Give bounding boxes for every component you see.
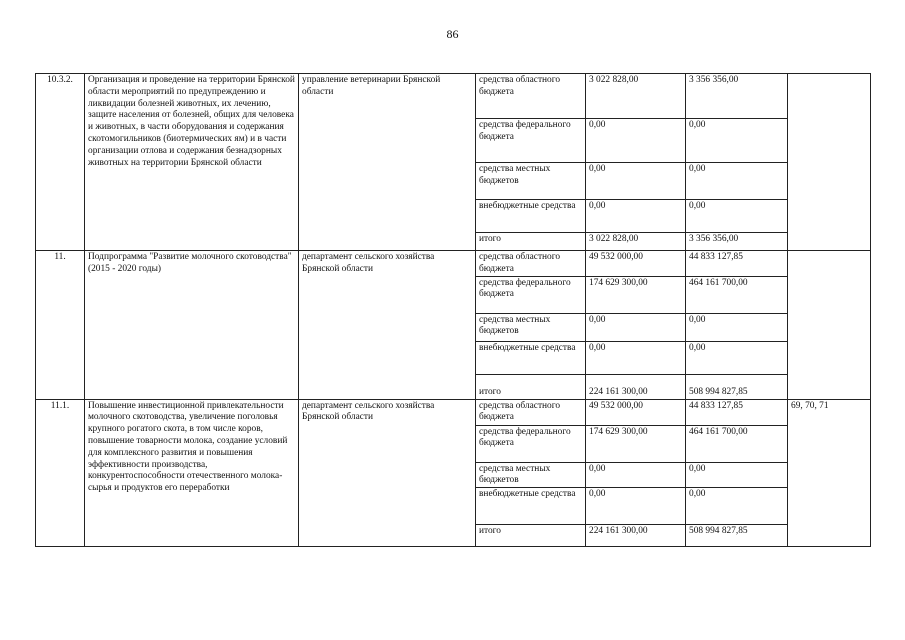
executor: департамент сельского хозяйства Брянской области xyxy=(299,399,476,547)
funding-source: внебюджетные средства xyxy=(476,341,586,374)
amount-1: 0,00 xyxy=(586,462,686,488)
amount-1: 3 022 828,00 xyxy=(586,74,686,119)
row-number: 11.1. xyxy=(36,399,85,547)
table-row xyxy=(36,74,871,119)
amount-1: 3 022 828,00 xyxy=(586,233,686,251)
amount-1: 224 161 300,00 xyxy=(586,525,686,547)
amount-2: 0,00 xyxy=(686,200,788,233)
funding-source: средства областного бюджета xyxy=(476,399,586,425)
funding-source: средства областного бюджета xyxy=(476,74,586,119)
amount-1: 174 629 300,00 xyxy=(586,425,686,462)
indicators: 69, 70, 71 xyxy=(788,399,871,547)
amount-2: 0,00 xyxy=(686,341,788,374)
page-number: 86 xyxy=(446,27,459,41)
amount-2: 3 356 356,00 xyxy=(686,74,788,119)
amount-2: 44 833 127,85 xyxy=(686,399,788,425)
budget-table xyxy=(35,73,871,547)
amount-1: 0,00 xyxy=(586,341,686,374)
funding-source: средства местных бюджетов xyxy=(476,163,586,200)
row-number: 10.3.2. xyxy=(36,74,85,251)
measure-name: Организация и проведение на территории Брянской области мероприятий по предупреждению и ликвидации болезней животных, их лечению, защите населения от болезней, общих для человека и животных, в части оборудования и содержания скотомогильников (биотермических ям) и в части организации отлова и содержания безнадзорных животных на территории Брянской области xyxy=(85,74,299,251)
amount-1: 224 161 300,00 xyxy=(586,374,686,399)
funding-source: средства федерального бюджета xyxy=(476,276,586,313)
funding-source: внебюджетные средства xyxy=(476,200,586,233)
amount-2: 0,00 xyxy=(686,488,788,525)
amount-2: 44 833 127,85 xyxy=(686,251,788,277)
funding-source: итого xyxy=(476,525,586,547)
funding-source: средства местных бюджетов xyxy=(476,313,586,341)
funding-source: итого xyxy=(476,233,586,251)
amount-2: 508 994 827,85 xyxy=(686,525,788,547)
measure-name: Подпрограмма "Развитие молочного скотоводства" (2015 - 2020 годы) xyxy=(85,251,299,400)
funding-source: средства областного бюджета xyxy=(476,251,586,277)
funding-source: средства федерального бюджета xyxy=(476,119,586,163)
amount-1: 0,00 xyxy=(586,200,686,233)
funding-source: итого xyxy=(476,374,586,399)
amount-1: 0,00 xyxy=(586,488,686,525)
funding-source: внебюджетные средства xyxy=(476,488,586,525)
amount-2: 464 161 700,00 xyxy=(686,425,788,462)
amount-2: 0,00 xyxy=(686,119,788,163)
amount-1: 0,00 xyxy=(586,163,686,200)
amount-1: 0,00 xyxy=(586,313,686,341)
amount-2: 464 161 700,00 xyxy=(686,276,788,313)
measure-name: Повышение инвестиционной привлекательности молочного скотоводства, увеличение поголовья крупного рогатого скота, в том числе коров, повышение товарности молока, создание условий для комплексного развития и повышения эффективности производства, конкурентоспособности отечественного молока-сырья и продуктов его переработки xyxy=(85,399,299,547)
amount-1: 49 532 000,00 xyxy=(586,399,686,425)
amount-2: 0,00 xyxy=(686,163,788,200)
table-row xyxy=(36,399,871,425)
funding-source: средства федерального бюджета xyxy=(476,425,586,462)
amount-1: 174 629 300,00 xyxy=(586,276,686,313)
indicators xyxy=(788,251,871,400)
row-number: 11. xyxy=(36,251,85,400)
amount-2: 3 356 356,00 xyxy=(686,233,788,251)
executor: управление ветеринарии Брянской области xyxy=(299,74,476,251)
amount-2: 0,00 xyxy=(686,313,788,341)
table-row xyxy=(36,251,871,277)
amount-2: 0,00 xyxy=(686,462,788,488)
amount-1: 49 532 000,00 xyxy=(586,251,686,277)
amount-2: 508 994 827,85 xyxy=(686,374,788,399)
amount-1: 0,00 xyxy=(586,119,686,163)
indicators xyxy=(788,74,871,251)
executor: департамент сельского хозяйства Брянской области xyxy=(299,251,476,400)
funding-source: средства местных бюджетов xyxy=(476,462,586,488)
